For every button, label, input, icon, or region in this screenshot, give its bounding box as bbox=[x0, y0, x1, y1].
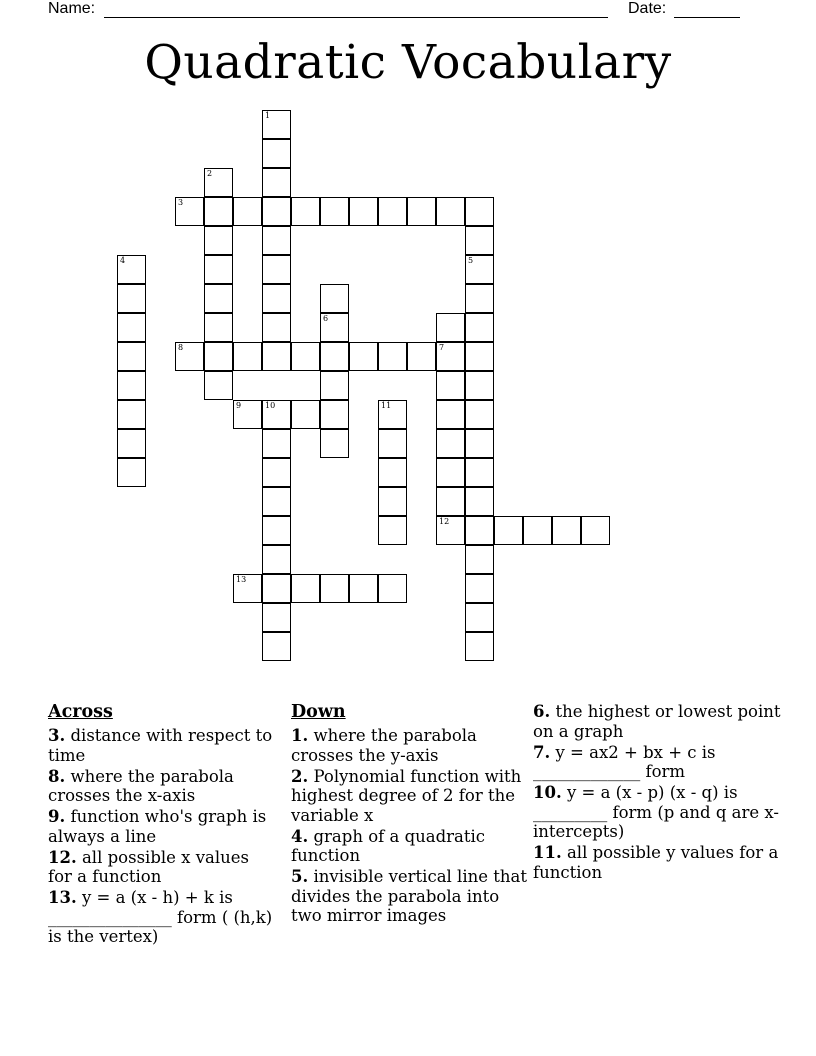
name-label: Name: bbox=[48, 0, 96, 17]
date-label: Date: bbox=[628, 0, 667, 17]
grid-cell[interactable] bbox=[204, 313, 233, 342]
clue-item bbox=[533, 843, 783, 882]
grid-cell[interactable] bbox=[465, 574, 494, 603]
clue-text: all possible y values for a function bbox=[533, 843, 784, 882]
grid-cell[interactable] bbox=[262, 168, 291, 197]
grid-cell[interactable] bbox=[262, 226, 291, 255]
grid-cell[interactable] bbox=[262, 429, 291, 458]
clue-number: 2. bbox=[291, 766, 309, 786]
grid-cell[interactable] bbox=[407, 197, 436, 226]
grid-cell[interactable] bbox=[117, 400, 146, 429]
clue-item bbox=[48, 767, 276, 806]
grid-cell[interactable] bbox=[233, 400, 262, 429]
clue-item bbox=[533, 702, 786, 741]
grid-cell[interactable] bbox=[117, 255, 146, 284]
grid-cell[interactable] bbox=[378, 458, 407, 487]
grid-cell[interactable] bbox=[175, 342, 204, 371]
grid-cell[interactable] bbox=[349, 342, 378, 371]
grid-cell[interactable] bbox=[436, 516, 465, 545]
clue-item bbox=[48, 848, 276, 887]
clue-number: 3. bbox=[48, 726, 66, 745]
grid-cell[interactable] bbox=[117, 371, 146, 400]
grid-cell[interactable] bbox=[465, 371, 494, 400]
grid-cell[interactable] bbox=[378, 516, 407, 545]
clue-number: 12. bbox=[48, 847, 77, 867]
grid-cell[interactable] bbox=[494, 516, 523, 545]
grid-cell[interactable] bbox=[436, 429, 465, 458]
grid-cell[interactable] bbox=[349, 574, 378, 603]
grid-cell[interactable] bbox=[320, 371, 349, 400]
grid-cell[interactable] bbox=[320, 429, 349, 458]
clue-item bbox=[291, 767, 527, 826]
grid-cell[interactable] bbox=[465, 487, 494, 516]
grid-cell[interactable] bbox=[581, 516, 610, 545]
clue-number: 8. bbox=[48, 766, 66, 786]
grid-cell[interactable] bbox=[204, 284, 233, 313]
clue-number-label: 6 bbox=[323, 314, 329, 323]
across-clue-list bbox=[48, 726, 276, 947]
grid-cell[interactable] bbox=[465, 516, 494, 545]
clue-text: invisible vertical line that divides the parabola into two mirror images bbox=[291, 867, 533, 925]
grid-cell[interactable] bbox=[233, 574, 262, 603]
grid-cell[interactable] bbox=[349, 197, 378, 226]
grid-cell[interactable] bbox=[262, 603, 291, 632]
grid-cell[interactable] bbox=[291, 342, 320, 371]
clue-item bbox=[533, 743, 783, 782]
grid-cell[interactable] bbox=[262, 284, 291, 313]
grid-cell[interactable] bbox=[320, 400, 349, 429]
grid-cell[interactable] bbox=[291, 400, 320, 429]
grid-cell[interactable] bbox=[465, 342, 494, 371]
clue-item bbox=[533, 783, 783, 842]
clue-item bbox=[48, 888, 276, 947]
clue-number-label: 5 bbox=[468, 256, 474, 265]
grid-cell[interactable] bbox=[262, 255, 291, 284]
grid-cell[interactable] bbox=[378, 197, 407, 226]
grid-cell[interactable] bbox=[523, 516, 552, 545]
grid-cell[interactable] bbox=[291, 197, 320, 226]
clue-item bbox=[48, 807, 276, 846]
grid-cell[interactable] bbox=[262, 342, 291, 371]
grid-cell[interactable] bbox=[436, 342, 465, 371]
grid-cell[interactable] bbox=[262, 110, 291, 139]
clue-item bbox=[291, 726, 527, 765]
grid-cell[interactable] bbox=[117, 458, 146, 487]
clue-number: 11. bbox=[533, 843, 562, 862]
clue-text: Polynomial function with highest degree of 2 for the variable x bbox=[291, 766, 527, 825]
clue-number: 5. bbox=[291, 867, 309, 886]
grid-cell[interactable] bbox=[262, 487, 291, 516]
grid-cell[interactable] bbox=[117, 284, 146, 313]
grid-cell[interactable] bbox=[465, 197, 494, 226]
grid-cell[interactable] bbox=[262, 458, 291, 487]
grid-cell[interactable] bbox=[378, 574, 407, 603]
grid-cell[interactable] bbox=[378, 342, 407, 371]
clue-number-label: 4 bbox=[120, 256, 126, 265]
grid-cell[interactable] bbox=[320, 284, 349, 313]
clue-number-label: 1 bbox=[265, 111, 271, 120]
clue-number-label: 13 bbox=[236, 575, 247, 584]
clue-number-label: 7 bbox=[439, 343, 445, 352]
grid-cell[interactable] bbox=[465, 226, 494, 255]
grid-cell[interactable] bbox=[378, 400, 407, 429]
grid-cell[interactable] bbox=[262, 313, 291, 342]
clue-number-label: 3 bbox=[178, 198, 184, 207]
grid-cell[interactable] bbox=[465, 603, 494, 632]
grid-cell[interactable] bbox=[204, 197, 233, 226]
clue-text: function who's graph is always a line bbox=[48, 807, 272, 846]
down-clues-continued bbox=[533, 702, 786, 884]
grid-cell[interactable] bbox=[436, 487, 465, 516]
grid-cell[interactable] bbox=[233, 197, 262, 226]
grid-cell[interactable] bbox=[117, 313, 146, 342]
page-title: Quadratic Vocabulary bbox=[144, 35, 672, 90]
clue-text: where the parabola crosses the x-axis bbox=[48, 766, 240, 805]
clue-item bbox=[48, 726, 276, 765]
down-clues bbox=[291, 702, 533, 927]
clue-text: graph of a quadratic function bbox=[291, 826, 491, 865]
grid-cell[interactable] bbox=[320, 342, 349, 371]
grid-cell[interactable] bbox=[262, 139, 291, 168]
clue-text: where the parabola crosses the y-axis bbox=[291, 726, 483, 765]
clue-number: 6. bbox=[533, 702, 551, 721]
across-heading: Across bbox=[48, 702, 113, 722]
grid-cell[interactable] bbox=[175, 197, 204, 226]
grid-cell[interactable] bbox=[465, 545, 494, 574]
grid-cell[interactable] bbox=[436, 400, 465, 429]
grid-cell[interactable] bbox=[436, 458, 465, 487]
clue-number-label: 2 bbox=[207, 169, 213, 178]
grid-cell[interactable] bbox=[117, 342, 146, 371]
down-heading: Down bbox=[291, 702, 346, 722]
grid-cell[interactable] bbox=[465, 632, 494, 661]
clue-item bbox=[291, 827, 527, 866]
clue-number-label: 10 bbox=[265, 401, 276, 410]
clue-number-label: 12 bbox=[439, 517, 450, 526]
grid-cell[interactable] bbox=[262, 197, 291, 226]
grid-cell[interactable] bbox=[465, 429, 494, 458]
grid-cell[interactable] bbox=[204, 168, 233, 197]
clue-number: 10. bbox=[533, 783, 562, 802]
clue-number-label: 11 bbox=[381, 401, 392, 410]
grid-cell[interactable] bbox=[465, 400, 494, 429]
clue-number: 9. bbox=[48, 807, 66, 826]
grid-cell[interactable] bbox=[262, 632, 291, 661]
clue-number: 1. bbox=[291, 726, 309, 745]
grid-cell[interactable] bbox=[233, 342, 262, 371]
grid-cell[interactable] bbox=[262, 545, 291, 574]
grid-cell[interactable] bbox=[465, 458, 494, 487]
clue-text: y = a (x - p) (x - q) is _________ form (p and q are x-intercepts) bbox=[533, 783, 779, 841]
clue-number-label: 9 bbox=[236, 401, 242, 410]
grid-cell[interactable] bbox=[262, 516, 291, 545]
clue-item bbox=[291, 867, 533, 926]
clue-text: y = ax2 + bx + c is _____________ form bbox=[533, 742, 721, 781]
grid-cell[interactable] bbox=[291, 574, 320, 603]
grid-cell[interactable] bbox=[407, 342, 436, 371]
grid-cell[interactable] bbox=[552, 516, 581, 545]
grid-cell[interactable] bbox=[204, 255, 233, 284]
grid-cell[interactable] bbox=[204, 342, 233, 371]
clue-number: 7. bbox=[533, 742, 551, 762]
grid-cell[interactable] bbox=[465, 255, 494, 284]
grid-cell[interactable] bbox=[378, 487, 407, 516]
grid-cell[interactable] bbox=[436, 197, 465, 226]
grid-cell[interactable] bbox=[465, 284, 494, 313]
grid-cell[interactable] bbox=[436, 313, 465, 342]
grid-cell[interactable] bbox=[320, 197, 349, 226]
grid-cell[interactable] bbox=[117, 429, 146, 458]
grid-cell[interactable] bbox=[378, 429, 407, 458]
clue-number-label: 8 bbox=[178, 343, 184, 352]
grid-cell[interactable] bbox=[436, 371, 465, 400]
across-clues bbox=[48, 702, 276, 948]
grid-cell[interactable] bbox=[262, 574, 291, 603]
clue-text: all possible x values for a function bbox=[48, 847, 255, 886]
grid-cell[interactable] bbox=[204, 371, 233, 400]
grid-cell[interactable] bbox=[320, 574, 349, 603]
grid-cell[interactable] bbox=[262, 400, 291, 429]
clue-text: y = a (x - h) + k is _______________ form ( (h,k) is the vertex) bbox=[48, 888, 278, 946]
clue-text: distance with respect to time bbox=[48, 726, 278, 765]
grid-cell[interactable] bbox=[320, 313, 349, 342]
grid-cell[interactable] bbox=[465, 313, 494, 342]
clue-text: the highest or lowest point on a graph bbox=[533, 702, 786, 741]
grid-cell[interactable] bbox=[204, 226, 233, 255]
clue-number: 4. bbox=[291, 826, 309, 846]
clue-number: 13. bbox=[48, 888, 77, 907]
